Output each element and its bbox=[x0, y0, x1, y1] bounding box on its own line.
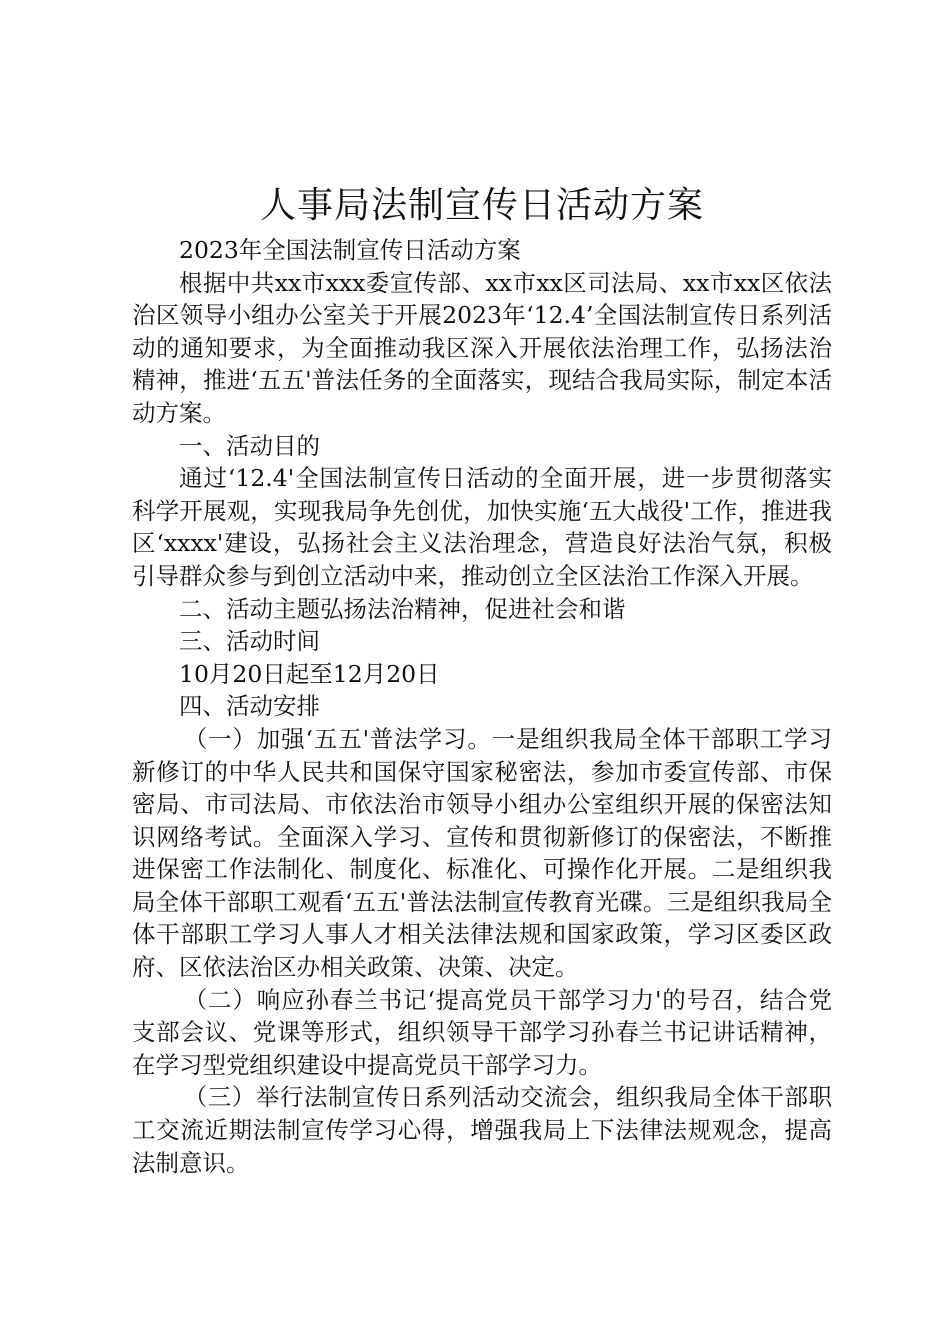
heading-purpose: 一、活动目的 bbox=[179, 431, 320, 460]
heading-arrangement: 四、活动安排 bbox=[179, 692, 320, 721]
paragraph-arrangement-2: （二）响应孙春兰书记‘提高党员干部学习力'的号召，结合党支部会议、党课等形式，组织领导干部学习孙春兰书记讲话精神，在学习型党组织建设中提高党员干部学习力。 bbox=[132, 985, 832, 1079]
paragraph-arrangement-3: （三）举行法制宣传日系列活动交流会，组织我局全体干部职工交流近期法制宣传学习心得，增强我局上下法律法规观念，提高法制意识。 bbox=[132, 1083, 832, 1177]
document-page bbox=[132, 180, 832, 1179]
paragraph-subtitle: 2023年全国法制宣传日活动方案 bbox=[179, 236, 521, 264]
paragraph-time: 10月20日起至12月20日 bbox=[179, 659, 440, 688]
paragraph-arrangement-1: （一）加强‘五五'普法学习。一是组织我局全体干部职工学习新修订的中华人民共和国保守国家秘密法，参加市委宣传部、市保密局、市司法局、市依法治市领导小组办公室组织开展的保密法知识网络考试。全面深入学习、宣传和贯彻新修订的保密法，不断推进保密工作法制化、制度化、标准化、可操作化开展。二是组织我局全体干部职工观看‘五五'普法法制宣传教育光碟。三是组织我局全体干部职工学习人事人才相关法律法规和国家政策，学习区委区政府、区依法治区办相关政策、决策、决定。 bbox=[132, 724, 832, 982]
heading-theme: 二、活动主题弘扬法治精神，促进社会和谐 bbox=[179, 594, 626, 623]
paragraph-intro: 根据中共xx市xxx委宣传部、xx市xx区司法局、xx市xx区依法治区领导小组办公室关于开展2023年‘12.4’全国法制宣传日系列活动的通知要求，为全面推动我区深入开展依法治理工作，弘扬法治精神，推进‘五五'普法任务的全面落实，现结合我局实际，制定本活动方案。 bbox=[132, 268, 832, 427]
document-title: 人事局法制宣传日活动方案 bbox=[259, 185, 704, 226]
paragraph-purpose: 通过‘12.4'全国法制宣传日活动的全面开展，进一步贯彻落实科学开展观，实现我局争先创优，加快实施‘五大战役'工作，推进我区‘xxxx'建设，弘扬社会主义法治理念，营造良好法治气氛，积极引导群众参与到创立活动中来，推动创立全区法治工作深入开展。 bbox=[132, 464, 832, 590]
heading-time: 三、活动时间 bbox=[179, 627, 320, 656]
